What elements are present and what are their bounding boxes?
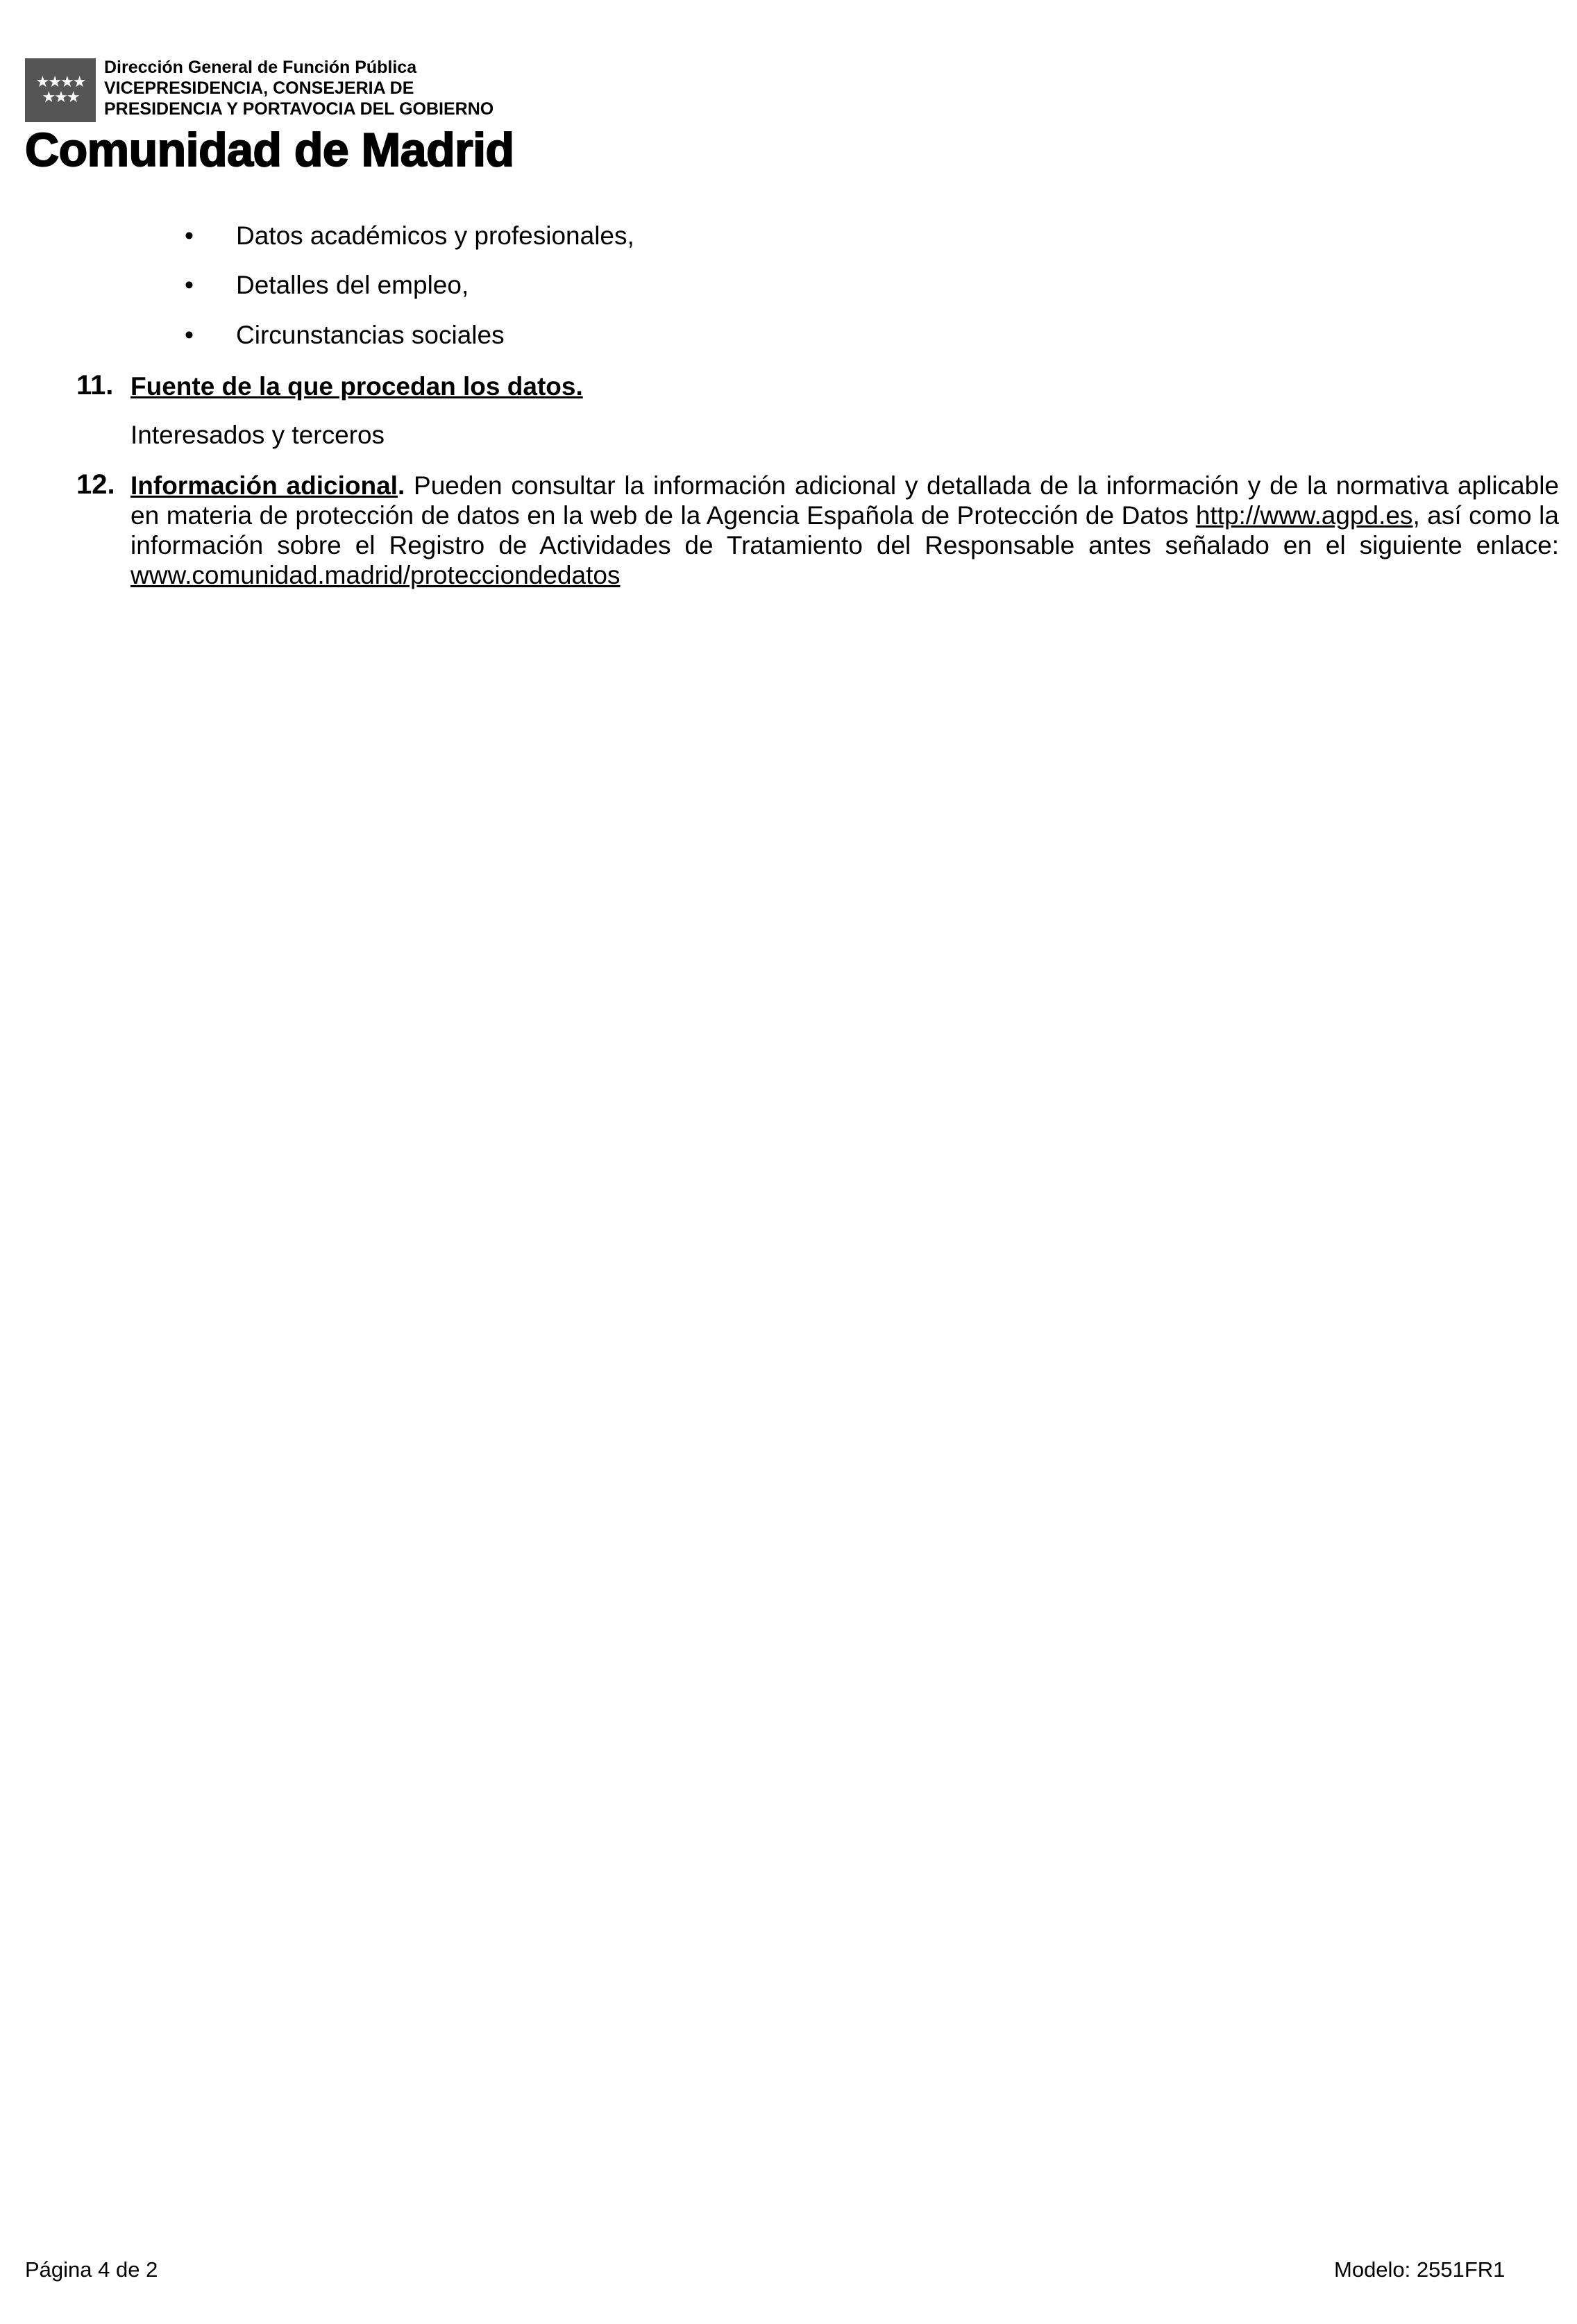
list-item: [185, 221, 634, 251]
bullet-icon: •: [185, 221, 194, 250]
org-line-2: VICEPRESIDENCIA, CONSEJERIA DE: [104, 78, 414, 98]
list-item: [185, 320, 505, 351]
section-12-number: 12.: [76, 469, 115, 500]
page-header: [25, 57, 650, 175]
list-item: [185, 270, 469, 301]
madrid-flag-logo: [25, 58, 96, 122]
list-item-text: Detalles del empleo,: [236, 271, 469, 299]
brand-wordmark: Comunidad de Madrid: [25, 124, 514, 176]
page-number: Página 4 de 2: [25, 2257, 158, 2282]
section-11-number: 11.: [76, 370, 114, 401]
flag-stars-bottom: ★★★: [42, 89, 79, 106]
section-11-heading: [130, 371, 583, 402]
flag-stars-top: ★★★★: [35, 74, 85, 91]
agpd-link[interactable]: http://www.agpd.es: [1195, 501, 1413, 530]
organization-lines: [104, 57, 494, 119]
bullet-icon: •: [185, 321, 194, 349]
section-11-body: Interesados y terceros: [130, 421, 385, 449]
list-item-text: Circunstancias sociales: [236, 321, 505, 349]
section-12-text-1: Pueden consultar la información adicional y detallada de la información y de la normativa aplicable en materia de protección de datos en la web de la Agencia Española de Protección de Datos: [130, 471, 1559, 530]
org-line-3: PRESIDENCIA Y PORTAVOCIA DEL GOBIERNO: [104, 99, 494, 119]
org-line-1: Dirección General de Función Pública: [104, 58, 417, 77]
list-item-text: Datos académicos y profesionales,: [236, 221, 634, 250]
proteccion-datos-link[interactable]: www.comunidad.madrid/protecciondedatos: [130, 561, 621, 589]
section-11-title: Fuente de la que procedan los datos.: [130, 372, 583, 401]
section-12-title: Información adicional: [130, 471, 398, 500]
section-12-title-period: .: [397, 471, 405, 500]
bullet-icon: •: [185, 271, 194, 299]
section-12-paragraph: [130, 471, 1559, 590]
section-12-text-2: , así como la información sobre el Registro de Actividades de Tratamiento del Responsable antes señalado en el siguiente enlace:: [130, 501, 1559, 559]
model-code: Modelo: 2551FR1: [1334, 2257, 1506, 2282]
